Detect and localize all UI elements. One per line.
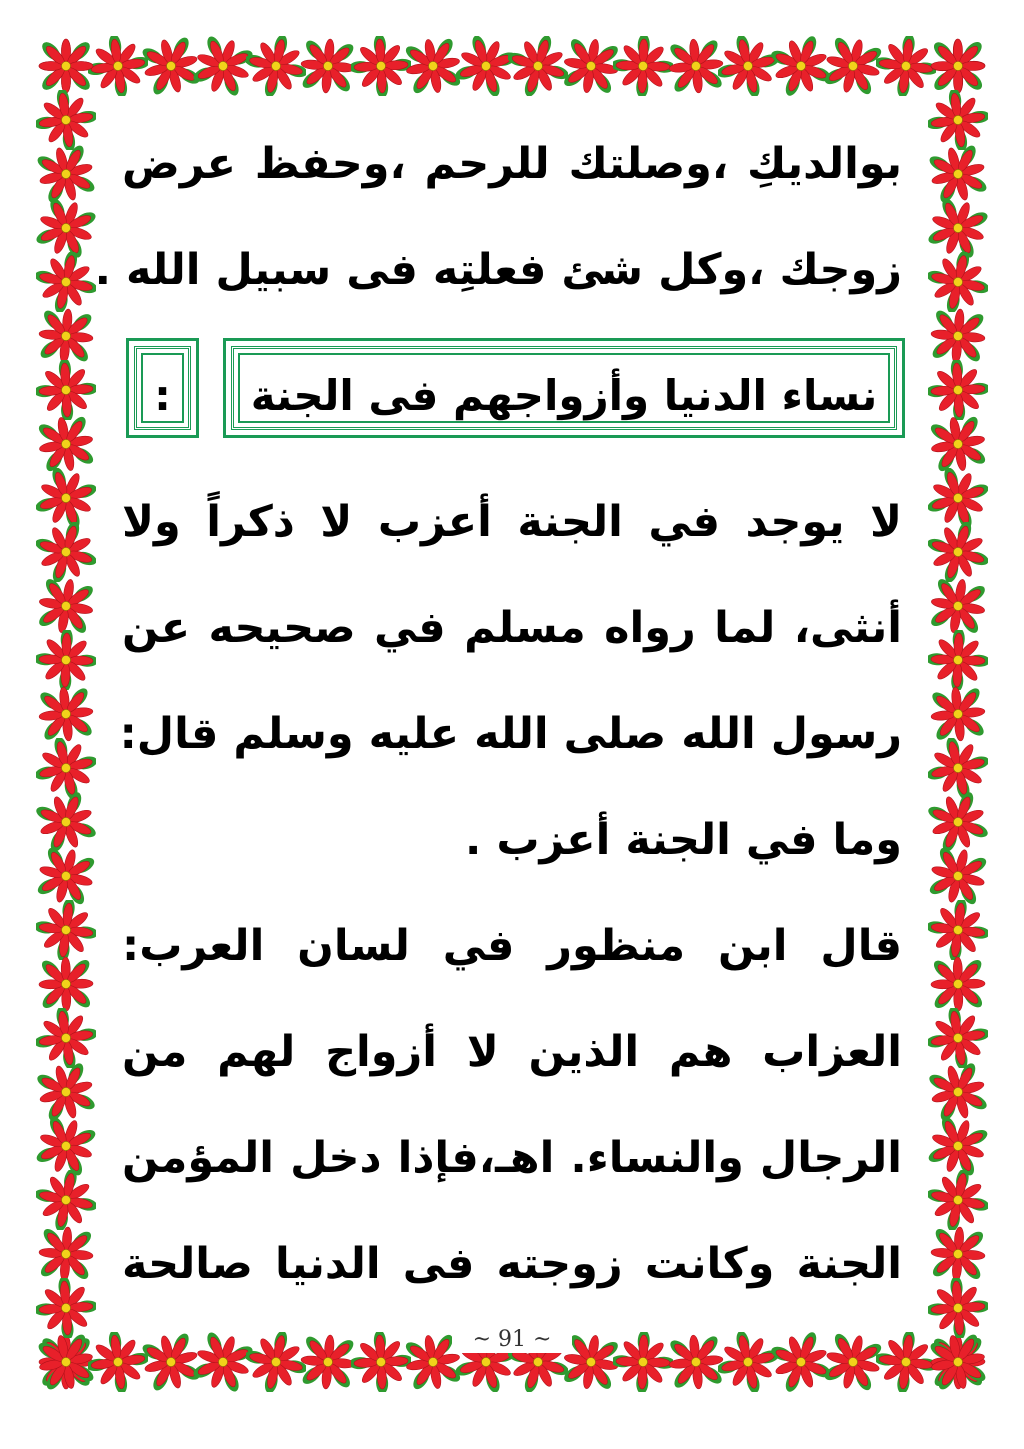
poinsettia-flower-icon — [928, 90, 988, 150]
poinsettia-flower-icon — [928, 1062, 988, 1122]
poinsettia-flower-icon — [36, 1116, 96, 1176]
poinsettia-flower-icon — [351, 1332, 411, 1392]
poinsettia-flower-icon — [298, 36, 358, 96]
paragraph-line-6: العزاب هم الذين لا أزواج لهم من — [122, 1027, 902, 1077]
poinsettia-flower-icon — [928, 144, 988, 204]
poinsettia-flower-icon — [193, 36, 253, 96]
poinsettia-flower-icon — [928, 1008, 988, 1068]
paragraph-line-8: الجنة وكانت زوجته فى الدنيا صالحة — [122, 1239, 902, 1289]
poinsettia-flower-icon — [36, 144, 96, 204]
poinsettia-flower-icon — [246, 36, 306, 96]
poinsettia-flower-icon — [403, 36, 463, 96]
poinsettia-flower-icon — [36, 414, 96, 474]
poinsettia-flower-icon — [36, 360, 96, 420]
poinsettia-flower-icon — [928, 684, 988, 744]
poinsettia-flower-icon — [141, 1332, 201, 1392]
poinsettia-flower-icon — [613, 1332, 673, 1392]
poinsettia-flower-icon — [141, 36, 201, 96]
poinsettia-flower-icon — [88, 1332, 148, 1392]
poinsettia-flower-icon — [613, 36, 673, 96]
poinsettia-flower-icon — [928, 468, 988, 528]
poinsettia-flower-icon — [928, 1332, 988, 1392]
poinsettia-flower-icon — [36, 900, 96, 960]
floral-border-left — [36, 36, 96, 1392]
floral-border-right — [928, 36, 988, 1392]
poinsettia-flower-icon — [36, 576, 96, 636]
poinsettia-flower-icon — [36, 1278, 96, 1338]
poinsettia-flower-icon — [928, 900, 988, 960]
poinsettia-flower-icon — [36, 684, 96, 744]
poinsettia-flower-icon — [928, 1278, 988, 1338]
poinsettia-flower-icon — [928, 360, 988, 420]
poinsettia-flower-icon — [928, 1116, 988, 1176]
poinsettia-flower-icon — [823, 1332, 883, 1392]
poinsettia-flower-icon — [36, 522, 96, 582]
paragraph-line-3: رسول الله صلى الله عليه وسلم قال: — [119, 709, 902, 759]
body-line-2: زوجك ،وكل شئ فعلتِه فى سبيل الله . — [94, 245, 902, 295]
poinsettia-flower-icon — [666, 1332, 726, 1392]
poinsettia-flower-icon — [36, 198, 96, 258]
page-number: ~ 91 ~ — [452, 1327, 572, 1353]
poinsettia-flower-icon — [928, 36, 988, 96]
body-line-1: بوالديكِ ،وصلتك للرحم ،وحفظ عرض — [122, 139, 902, 189]
poinsettia-flower-icon — [718, 1332, 778, 1392]
poinsettia-flower-icon — [928, 738, 988, 798]
paragraph-line-7: الرجال والنساء. اهـ،فإذا دخل المؤمن — [122, 1133, 902, 1183]
poinsettia-flower-icon — [928, 792, 988, 852]
poinsettia-flower-icon — [771, 36, 831, 96]
floral-border-top — [36, 36, 988, 96]
poinsettia-flower-icon — [928, 414, 988, 474]
poinsettia-flower-icon — [928, 252, 988, 312]
poinsettia-flower-icon — [823, 36, 883, 96]
poinsettia-flower-icon — [666, 36, 726, 96]
poinsettia-flower-icon — [876, 36, 936, 96]
poinsettia-flower-icon — [36, 738, 96, 798]
poinsettia-flower-icon — [36, 90, 96, 150]
poinsettia-flower-icon — [508, 36, 568, 96]
poinsettia-flower-icon — [456, 36, 516, 96]
poinsettia-flower-icon — [36, 630, 96, 690]
poinsettia-flower-icon — [36, 846, 96, 906]
poinsettia-flower-icon — [36, 306, 96, 366]
poinsettia-flower-icon — [36, 1062, 96, 1122]
poinsettia-flower-icon — [298, 1332, 358, 1392]
poinsettia-flower-icon — [36, 468, 96, 528]
poinsettia-flower-icon — [36, 1224, 96, 1284]
poinsettia-flower-icon — [36, 954, 96, 1014]
poinsettia-flower-icon — [351, 36, 411, 96]
poinsettia-flower-icon — [928, 1224, 988, 1284]
poinsettia-flower-icon — [718, 36, 778, 96]
poinsettia-flower-icon — [36, 1008, 96, 1068]
poinsettia-flower-icon — [36, 1332, 96, 1392]
poinsettia-flower-icon — [928, 846, 988, 906]
poinsettia-flower-icon — [36, 36, 96, 96]
poinsettia-flower-icon — [36, 252, 96, 312]
poinsettia-flower-icon — [928, 954, 988, 1014]
section-heading-colon: : — [154, 371, 171, 420]
poinsettia-flower-icon — [36, 792, 96, 852]
poinsettia-flower-icon — [193, 1332, 253, 1392]
paragraph-line-1: لا يوجد في الجنة أعزب لا ذكراً ولا — [122, 497, 902, 547]
poinsettia-flower-icon — [561, 36, 621, 96]
paragraph-line-2: أنثى، لما رواه مسلم في صحيحه عن — [122, 603, 902, 653]
poinsettia-flower-icon — [36, 1170, 96, 1230]
poinsettia-flower-icon — [928, 306, 988, 366]
poinsettia-flower-icon — [928, 630, 988, 690]
poinsettia-flower-icon — [928, 522, 988, 582]
poinsettia-flower-icon — [928, 576, 988, 636]
poinsettia-flower-icon — [928, 1170, 988, 1230]
poinsettia-flower-icon — [771, 1332, 831, 1392]
section-heading-colon-box — [126, 338, 199, 438]
poinsettia-flower-icon — [246, 1332, 306, 1392]
poinsettia-flower-icon — [876, 1332, 936, 1392]
section-heading-title: نساء الدنيا وأزواجهم فى الجنة — [250, 371, 878, 420]
paragraph-line-4: وما في الجنة أعزب . — [465, 815, 902, 865]
paragraph-line-5: قال ابن منظور في لسان العرب: — [122, 921, 902, 971]
section-heading-box — [223, 338, 905, 438]
poinsettia-flower-icon — [88, 36, 148, 96]
poinsettia-flower-icon — [928, 198, 988, 258]
